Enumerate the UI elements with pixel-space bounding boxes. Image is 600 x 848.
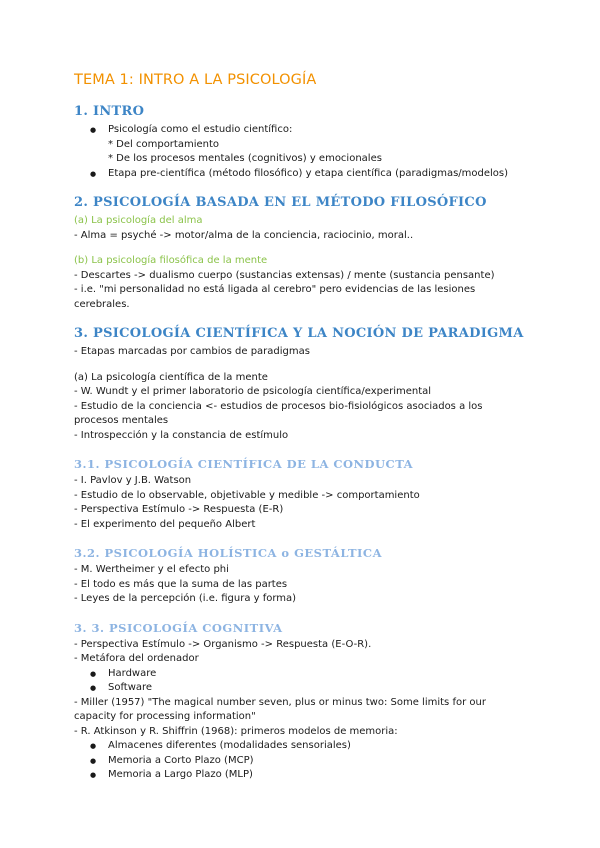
section-3-heading: 3. PSICOLOGÍA CIENTÍFICA Y LA NOCIÓN DE PARADIGMA bbox=[74, 326, 524, 341]
list-item: ● Memoria a Corto Plazo (MCP) bbox=[74, 754, 600, 769]
document-title: TEMA 1: INTRO A LA PSICOLOGÍA bbox=[74, 72, 317, 88]
subsection-a-title: (a) La psicología del alma bbox=[74, 215, 203, 226]
subsection-a-title: (a) La psicología científica de la mente bbox=[74, 371, 268, 383]
text-line: - Descartes -> dualismo cuerpo (sustancias extensas) / mente (sustancia pensante) bbox=[74, 269, 495, 281]
section-2-heading: 2. PSICOLOGÍA BASADA EN EL MÉTODO FILOSÓFICO bbox=[74, 195, 487, 210]
list-subitem: * Del comportamiento bbox=[108, 138, 220, 150]
text-line: - Miller (1957) "The magical number seven, plus or minus two: Some limits for our capacity for processing information" bbox=[74, 696, 486, 722]
list-item: ● Almacenes diferentes (modalidades sensoriales) bbox=[74, 739, 600, 754]
section-1-heading: 1. INTRO bbox=[74, 104, 145, 119]
text-line: - Etapas marcadas por cambios de paradigmas bbox=[74, 346, 310, 357]
list-subitem: * De los procesos mentales (cognitivos) y emocionales bbox=[108, 153, 382, 164]
list-item: ● Hardware bbox=[74, 667, 600, 682]
text-line: - M. Wertheimer y el efecto phi bbox=[74, 564, 229, 575]
list-item: ● Psicología como el estudio científico: bbox=[74, 123, 600, 138]
text-line: - Introspección y la constancia de estímulo bbox=[74, 429, 289, 441]
text-line: - Estudio de lo observable, objetivable y medible -> comportamiento bbox=[74, 489, 420, 501]
text-line: - I. Pavlov y J.B. Watson bbox=[74, 475, 192, 486]
text-line: - i.e. "mi personalidad no está ligada al cerebro" pero evidencias de las lesiones cerebrales. bbox=[74, 284, 476, 310]
text-line: - W. Wundt y el primer laboratorio de psicología científica/experimental bbox=[74, 386, 432, 397]
text-line: - Leyes de la percepción (i.e. figura y forma) bbox=[74, 593, 297, 604]
text-line: - Alma = psyché -> motor/alma de la conciencia, raciocinio, moral.. bbox=[74, 229, 414, 241]
text-line: - Metáfora del ordenador bbox=[74, 653, 199, 664]
section-3-1-heading: 3.1. PSICOLOGÍA CIENTÍFICA DE LA CONDUCTA bbox=[74, 457, 414, 471]
section-1-list bbox=[74, 123, 600, 181]
section-3-2-heading: 3.2. PSICOLOGÍA HOLÍSTICA o GESTÁLTICA bbox=[74, 546, 382, 560]
list-item: ● Software bbox=[74, 681, 600, 696]
memoria-list bbox=[74, 739, 600, 783]
text-line: - El experimento del pequeño Albert bbox=[74, 518, 256, 530]
subsection-b-title: (b) La psicología filosófica de la mente bbox=[74, 255, 268, 266]
text-line: - Estudio de la conciencia <- estudios de procesos bio-fisiológicos asociados a los procesos mentales bbox=[74, 400, 483, 426]
text-line: - Perspectiva Estímulo -> Respuesta (E-R) bbox=[74, 504, 284, 515]
list-item: ● Memoria a Largo Plazo (MLP) bbox=[74, 768, 600, 783]
list-item: ● Etapa pre-científica (método filosófico) y etapa científica (paradigmas/modelos) bbox=[74, 167, 600, 182]
text-line: - R. Atkinson y R. Shiffrin (1968): primeros modelos de memoria: bbox=[74, 725, 398, 737]
text-line: - El todo es más que la suma de las partes bbox=[74, 578, 288, 590]
text-line: - Perspectiva Estímulo -> Organismo -> Respuesta (E-O-R). bbox=[74, 638, 372, 650]
ordenador-list bbox=[74, 667, 600, 696]
section-3-3-heading: 3. 3. PSICOLOGÍA COGNITIVA bbox=[74, 620, 283, 635]
